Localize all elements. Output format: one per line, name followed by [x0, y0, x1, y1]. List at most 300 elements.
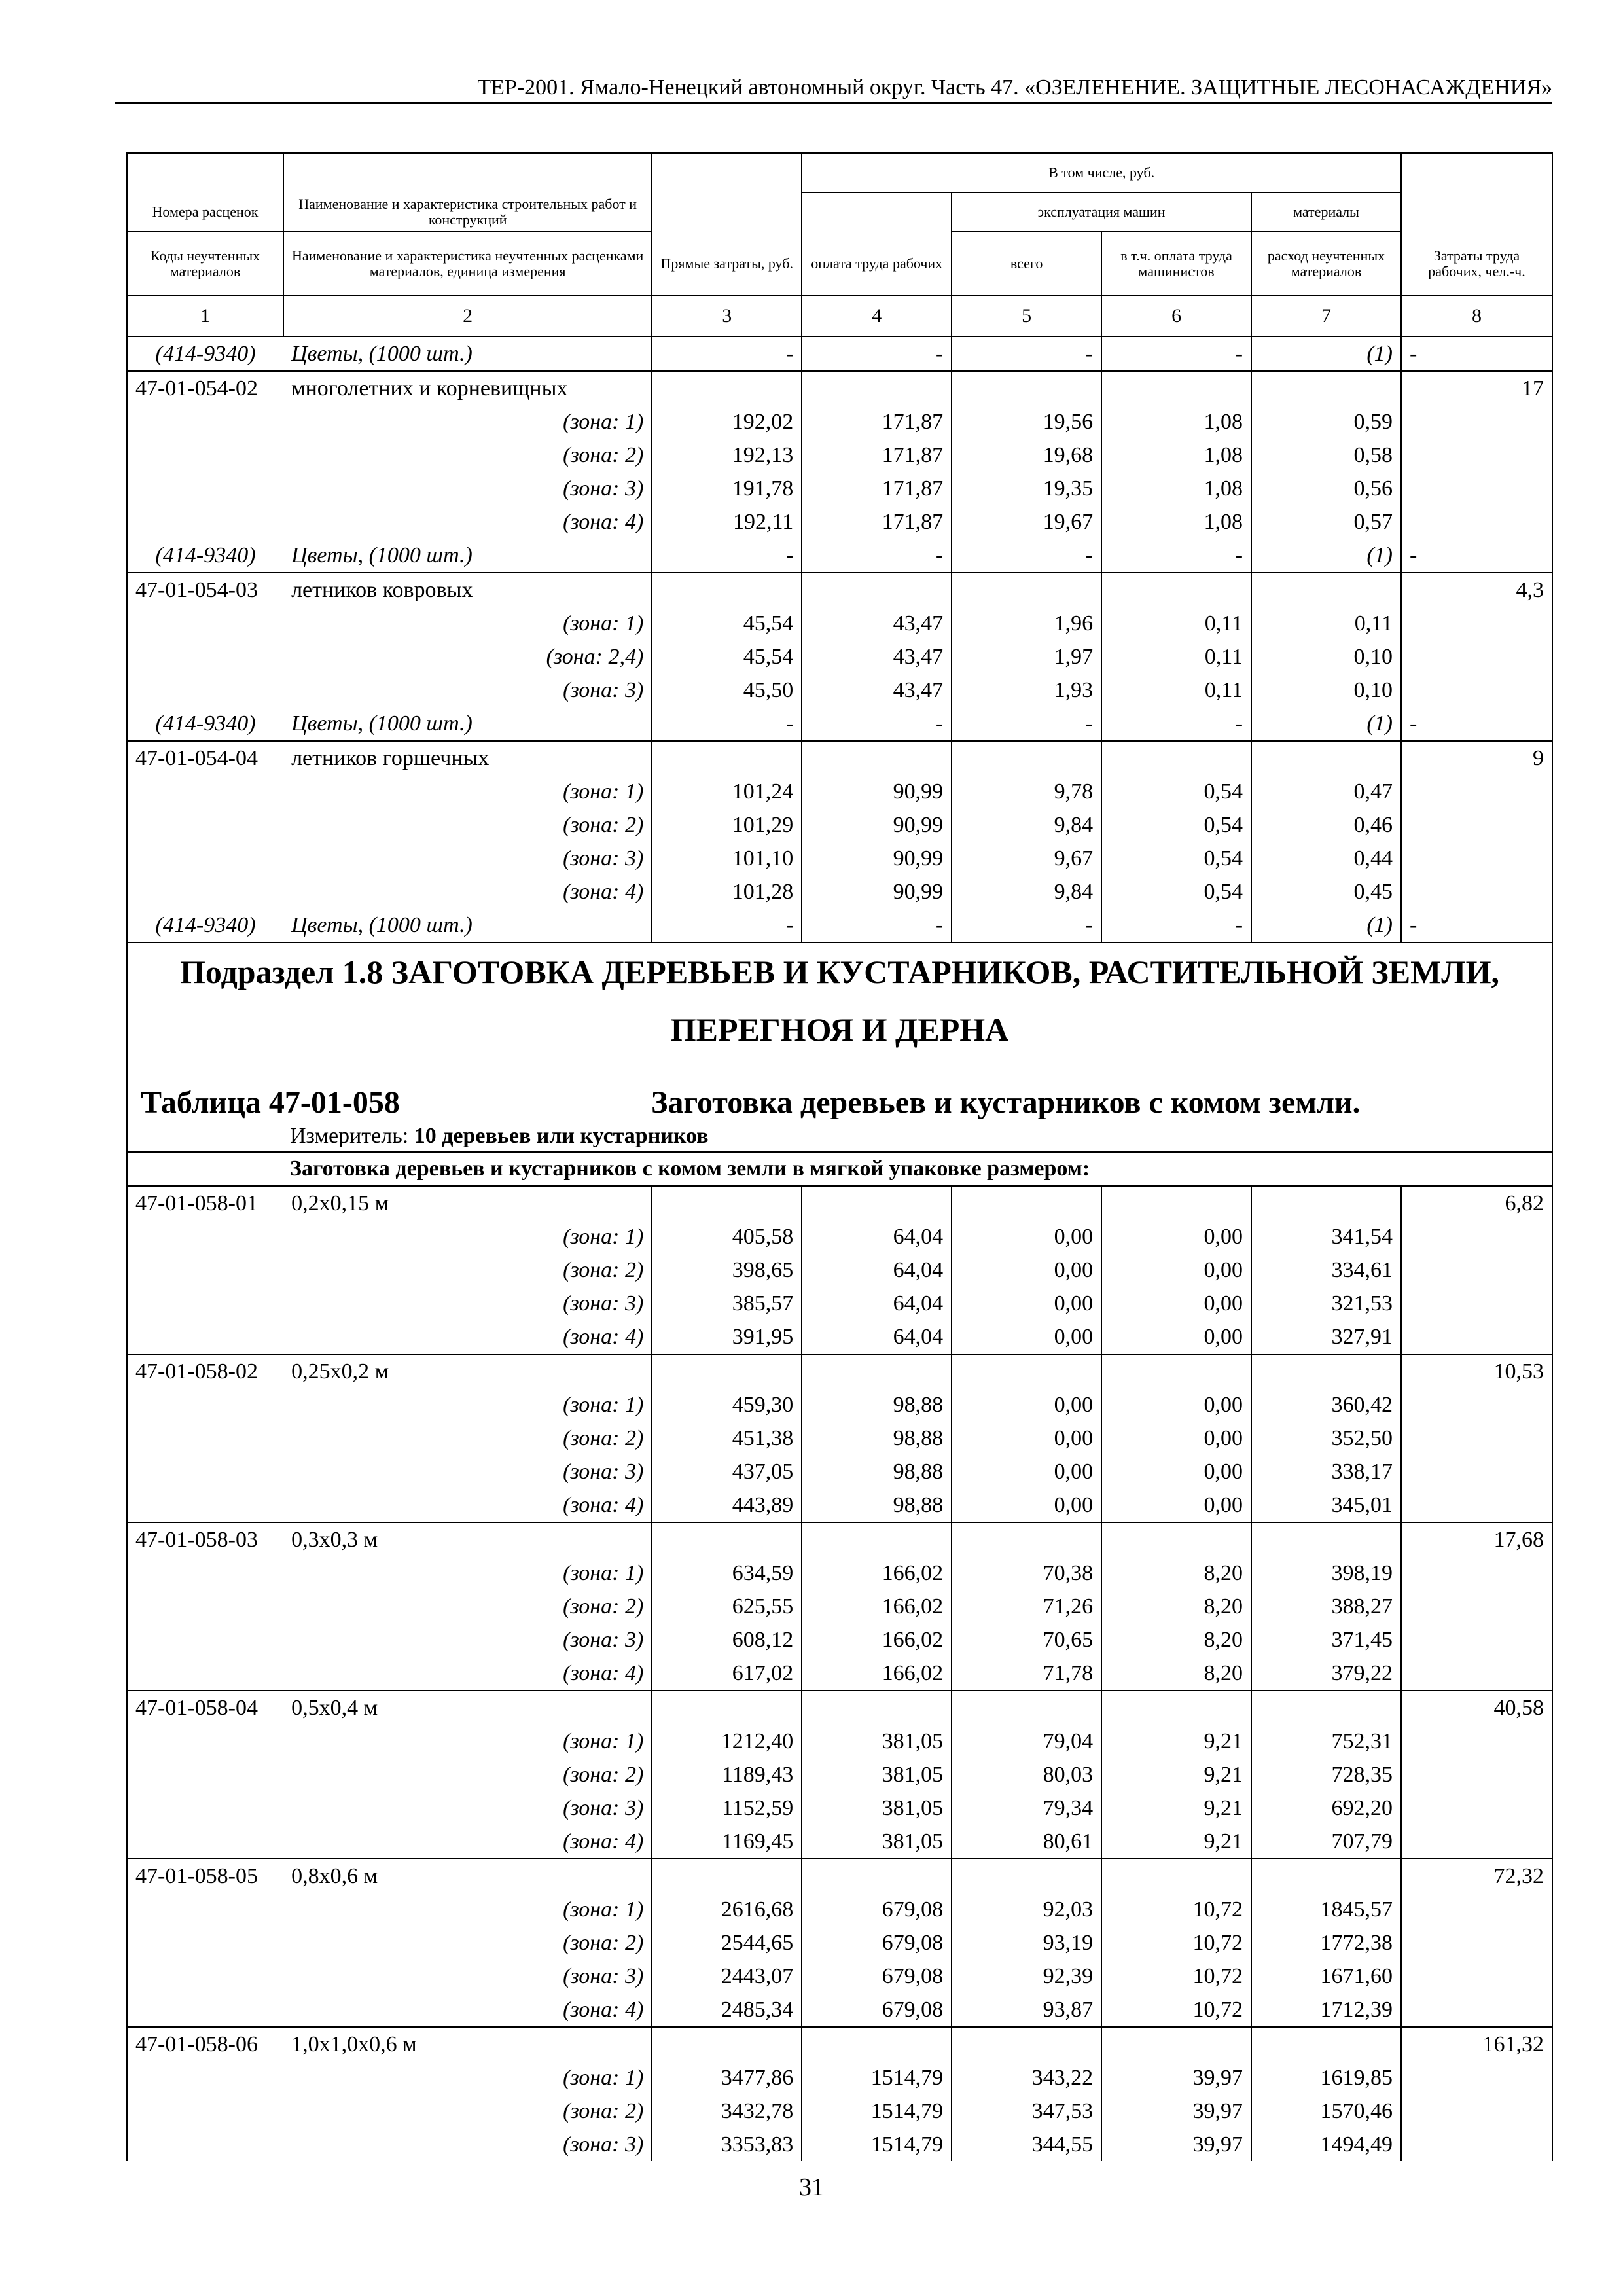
value-cell: 191,78 [652, 472, 802, 505]
table-title: Заготовка деревьев и кустарников с комом земли. [651, 1085, 1361, 1120]
value-cell: 0,00 [1101, 1422, 1251, 1455]
rate-name: летников ковровых [283, 573, 652, 607]
empty-cell [802, 1691, 952, 1725]
empty-cell [127, 1758, 283, 1791]
value-cell: 9,21 [1101, 1791, 1251, 1825]
value-cell: 0,59 [1251, 405, 1401, 439]
table-label: Таблица 47-01-058 [141, 1085, 400, 1120]
empty-cell [802, 1186, 952, 1220]
value-cell: 352,50 [1251, 1422, 1401, 1455]
rate-code: 47-01-058-06 [127, 2027, 283, 2061]
value-cell: 71,78 [952, 1657, 1101, 1691]
value-cell: 43,47 [802, 673, 952, 707]
empty-cell [127, 808, 283, 842]
value-cell: 0,45 [1251, 875, 1401, 908]
labor-cost: 17,68 [1401, 1522, 1552, 1556]
zone-label: (зона: 2) [563, 1594, 644, 1619]
empty-cell [1401, 1253, 1552, 1287]
empty-cell [1401, 1758, 1552, 1791]
rate-head-row [127, 371, 1552, 405]
material-dash: - [1401, 336, 1552, 371]
empty-cell [1401, 1455, 1552, 1488]
value-cell: 0,00 [1101, 1488, 1251, 1522]
value-cell: 9,84 [952, 875, 1101, 908]
value-cell: 443,89 [652, 1488, 802, 1522]
value-cell: 9,21 [1101, 1825, 1251, 1859]
value-cell: 728,35 [1251, 1758, 1401, 1791]
material-dash: - [1401, 539, 1552, 573]
rate-name: 0,25x0,2 м [283, 1354, 652, 1388]
zone-row [127, 1220, 1552, 1253]
empty-cell [127, 1791, 283, 1825]
empty-cell [952, 1691, 1101, 1725]
col-number: 5 [952, 296, 1101, 336]
material-qty: (1) [1251, 336, 1401, 371]
zone-row [127, 1623, 1552, 1657]
rate-name: 0,5x0,4 м [283, 1691, 652, 1725]
empty-cell [1401, 1220, 1552, 1253]
value-cell: 321,53 [1251, 1287, 1401, 1320]
zone-row [127, 439, 1552, 472]
value-cell: 9,84 [952, 808, 1101, 842]
value-cell: 90,99 [802, 808, 952, 842]
hdr-col2-top-spacer [283, 153, 652, 192]
material-dash: - [1401, 908, 1552, 942]
empty-cell [1101, 1691, 1251, 1725]
value-cell: 1712,39 [1251, 1993, 1401, 2027]
zone-row [127, 1455, 1552, 1488]
value-cell: 1514,79 [802, 2094, 952, 2128]
value-cell: 0,00 [952, 1220, 1101, 1253]
zone-label: (зона: 1) [563, 1561, 644, 1585]
value-cell: 45,54 [652, 640, 802, 673]
empty-cell [127, 1725, 283, 1758]
zone-row [127, 1556, 1552, 1590]
value-cell: 64,04 [802, 1220, 952, 1253]
value-cell: 39,97 [1101, 2094, 1251, 2128]
value-cell: 9,21 [1101, 1725, 1251, 1758]
value-cell: 679,08 [802, 1993, 952, 2027]
empty-cell [127, 1993, 283, 2027]
section-title-line2: ПЕРЕГНОЯ И ДЕРНА [127, 1001, 1552, 1058]
value-cell: 1514,79 [802, 2128, 952, 2161]
value-cell: 334,61 [1251, 1253, 1401, 1287]
value-cell: 39,97 [1101, 2061, 1251, 2094]
empty-cell [127, 1253, 283, 1287]
zone-label: (зона: 3) [563, 1796, 644, 1820]
empty-cell [952, 741, 1101, 775]
value-cell: 0,54 [1101, 842, 1251, 875]
zone-label: (зона: 2) [563, 1258, 644, 1282]
value-cell: 1,08 [1101, 505, 1251, 539]
value-cell: 398,65 [652, 1253, 802, 1287]
value-cell: 707,79 [1251, 1825, 1401, 1859]
value-cell: 64,04 [802, 1287, 952, 1320]
empty-cell [127, 1623, 283, 1657]
hdr-col8-mid [1401, 192, 1552, 232]
value-cell: 1,93 [952, 673, 1101, 707]
value-cell: 43,47 [802, 640, 952, 673]
empty-cell [1401, 1320, 1552, 1354]
value-cell: 93,87 [952, 1993, 1101, 2027]
empty-cell [127, 505, 283, 539]
material-dash: - [952, 908, 1101, 942]
value-cell: 0,00 [1101, 1220, 1251, 1253]
empty-cell [1401, 505, 1552, 539]
zone-label: (зона: 4) [563, 1493, 644, 1517]
zone-row [127, 1253, 1552, 1287]
material-code: (414-9340) [127, 336, 283, 371]
zone-row [127, 607, 1552, 640]
zone-label: (зона: 1) [563, 1729, 644, 1753]
empty-cell [802, 2027, 952, 2061]
value-cell: 2616,68 [652, 1893, 802, 1926]
material-name: Цветы, (1000 шт.) [283, 336, 652, 371]
labor-cost: 40,58 [1401, 1691, 1552, 1725]
zone-row [127, 2061, 1552, 2094]
empty-cell [1101, 741, 1251, 775]
table-title-row [127, 1085, 1552, 1121]
value-cell: 45,50 [652, 673, 802, 707]
material-dash: - [802, 908, 952, 942]
value-cell: 608,12 [652, 1623, 802, 1657]
empty-cell [127, 1926, 283, 1960]
empty-cell [1401, 1893, 1552, 1926]
value-cell: 379,22 [1251, 1657, 1401, 1691]
empty-cell [802, 1354, 952, 1388]
value-cell: 0,00 [952, 1488, 1101, 1522]
empty-cell [1101, 2027, 1251, 2061]
empty-cell [127, 1488, 283, 1522]
value-cell: 1845,57 [1251, 1893, 1401, 1926]
empty-cell [1401, 875, 1552, 908]
material-dash: - [1101, 908, 1251, 942]
material-name: Цветы, (1000 шт.) [291, 543, 473, 567]
zone-label: (зона: 1) [563, 780, 644, 804]
value-cell: 2485,34 [652, 1993, 802, 2027]
empty-cell [1401, 1725, 1552, 1758]
value-cell: 8,20 [1101, 1657, 1251, 1691]
value-cell: 92,03 [952, 1893, 1101, 1926]
value-cell: 1570,46 [1251, 2094, 1401, 2128]
value-cell: 171,87 [802, 439, 952, 472]
empty-cell [652, 1522, 802, 1556]
zone-label: (зона: 3) [563, 1964, 644, 1988]
rate-head-row [127, 1859, 1552, 1893]
value-cell: 171,87 [802, 472, 952, 505]
zone-label: (зона: 3) [563, 846, 644, 870]
empty-cell [1401, 640, 1552, 673]
value-cell: 0,44 [1251, 842, 1401, 875]
empty-cell [127, 1960, 283, 1993]
value-cell: 98,88 [802, 1422, 952, 1455]
hdr-col6: в т.ч. оплата труда машинистов [1101, 232, 1251, 296]
empty-cell [127, 673, 283, 707]
material-code: (414-9340) [127, 539, 283, 573]
empty-cell [127, 439, 283, 472]
value-cell: 679,08 [802, 1893, 952, 1926]
empty-cell [1251, 1186, 1401, 1220]
empty-cell [127, 775, 283, 808]
empty-cell [127, 1455, 283, 1488]
value-cell: 8,20 [1101, 1590, 1251, 1623]
value-cell: 71,26 [952, 1590, 1101, 1623]
material-dash: - [1401, 707, 1552, 741]
value-cell: 39,97 [1101, 2128, 1251, 2161]
zone-row [127, 1926, 1552, 1960]
empty-cell [127, 2061, 283, 2094]
labor-cost: 72,32 [1401, 1859, 1552, 1893]
hdr-col7: расход неучтенных материалов [1251, 232, 1401, 296]
empty-cell [127, 472, 283, 505]
rate-head-row [127, 741, 1552, 775]
empty-cell [1401, 405, 1552, 439]
value-cell: 1152,59 [652, 1791, 802, 1825]
empty-cell [1401, 1791, 1552, 1825]
empty-cell [1101, 1354, 1251, 1388]
value-cell: 1619,85 [1251, 2061, 1401, 2094]
empty-cell [1401, 673, 1552, 707]
material-dash: - [952, 336, 1101, 371]
empty-cell [1401, 439, 1552, 472]
empty-cell [952, 1354, 1101, 1388]
value-cell: 166,02 [802, 1556, 952, 1590]
value-cell: 381,05 [802, 1725, 952, 1758]
empty-cell [1401, 1388, 1552, 1422]
zone-row [127, 1725, 1552, 1758]
subheading: Заготовка деревьев и кустарников с комом земли в мягкой упаковке размером: [127, 1152, 1552, 1186]
zone-row [127, 875, 1552, 908]
rate-head-row [127, 1354, 1552, 1388]
zone-label: (зона: 2,4) [546, 645, 644, 669]
material-dash: - [1101, 707, 1251, 741]
material-dash: - [1101, 336, 1251, 371]
value-cell: 166,02 [802, 1623, 952, 1657]
empty-cell [127, 1893, 283, 1926]
hdr-col8-spacer [1401, 153, 1552, 192]
material-qty: (1) [1251, 908, 1401, 942]
value-cell: 0,00 [952, 1320, 1101, 1354]
zone-label: (зона: 4) [563, 880, 644, 904]
value-cell: 0,11 [1101, 607, 1251, 640]
value-cell: 0,10 [1251, 640, 1401, 673]
material-dash: - [802, 707, 952, 741]
zone-row [127, 1993, 1552, 2027]
value-cell: 1,08 [1101, 472, 1251, 505]
value-cell: 192,13 [652, 439, 802, 472]
labor-cost: 6,82 [1401, 1186, 1552, 1220]
value-cell: 43,47 [802, 607, 952, 640]
empty-cell [1101, 1859, 1251, 1893]
empty-cell [127, 1287, 283, 1320]
empty-cell [1401, 2094, 1552, 2128]
zone-row [127, 808, 1552, 842]
value-cell: 0,54 [1101, 775, 1251, 808]
empty-cell [652, 1354, 802, 1388]
value-cell: 0,00 [952, 1287, 1101, 1320]
rate-head-row [127, 573, 1552, 607]
value-cell: 381,05 [802, 1758, 952, 1791]
value-cell: 692,20 [1251, 1791, 1401, 1825]
hdr-col1-bottom: Коды неучтенных материалов [127, 232, 283, 296]
value-cell: 398,19 [1251, 1556, 1401, 1590]
value-cell: 70,65 [952, 1623, 1101, 1657]
empty-cell [1401, 1488, 1552, 1522]
empty-cell [1401, 1960, 1552, 1993]
zone-label: (зона: 1) [563, 1225, 644, 1249]
zone-label: (зона: 3) [563, 678, 644, 702]
material-code: (414-9340) [127, 908, 283, 942]
empty-cell [952, 1522, 1101, 1556]
material-dash: - [952, 539, 1101, 573]
hdr-col3-mid [652, 192, 802, 232]
value-cell: 0,00 [952, 1422, 1101, 1455]
empty-cell [802, 741, 952, 775]
empty-cell [652, 1691, 802, 1725]
labor-cost: 10,53 [1401, 1354, 1552, 1388]
value-cell: 1,96 [952, 607, 1101, 640]
empty-cell [127, 875, 283, 908]
hdr-materials: материалы [1251, 192, 1401, 232]
rate-name: многолетних и корневищных [283, 371, 652, 405]
value-cell: 0,57 [1251, 505, 1401, 539]
empty-cell [652, 1186, 802, 1220]
value-cell: 3353,83 [652, 2128, 802, 2161]
value-cell: 101,29 [652, 808, 802, 842]
value-cell: 80,61 [952, 1825, 1101, 1859]
value-cell: 0,11 [1251, 607, 1401, 640]
value-cell: 92,39 [952, 1960, 1101, 1993]
measure-cell [127, 1121, 1552, 1152]
zone-label: (зона: 4) [563, 1325, 644, 1349]
value-cell: 90,99 [802, 842, 952, 875]
zone-label: (зона: 1) [563, 1897, 644, 1922]
value-cell: 98,88 [802, 1455, 952, 1488]
section-title [127, 942, 1552, 1001]
empty-cell [802, 573, 952, 607]
value-cell: 0,58 [1251, 439, 1401, 472]
value-cell: 344,55 [952, 2128, 1101, 2161]
material-dash: - [652, 707, 802, 741]
value-cell: 9,21 [1101, 1758, 1251, 1791]
value-cell: 0,00 [952, 1455, 1101, 1488]
empty-cell [1401, 2128, 1552, 2161]
value-cell: 2544,65 [652, 1926, 802, 1960]
rate-code: 47-01-058-02 [127, 1354, 283, 1388]
zone-label: (зона: 3) [563, 1291, 644, 1316]
rate-code: 47-01-058-03 [127, 1522, 283, 1556]
value-cell: 345,01 [1251, 1488, 1401, 1522]
zone-label: (зона: 1) [563, 410, 644, 434]
material-row [127, 539, 1552, 573]
value-cell: 1772,38 [1251, 1926, 1401, 1960]
hdr-machines: эксплуатация машин [952, 192, 1251, 232]
empty-cell [652, 573, 802, 607]
material-dash: - [952, 707, 1101, 741]
zone-row [127, 1893, 1552, 1926]
value-cell: 679,08 [802, 1960, 952, 1993]
col-number: 6 [1101, 296, 1251, 336]
value-cell: 8,20 [1101, 1623, 1251, 1657]
zone-label: (зона: 4) [563, 1998, 644, 2022]
material-dash: - [652, 908, 802, 942]
hdr-col3-spacer [652, 153, 802, 192]
zone-row [127, 1825, 1552, 1859]
value-cell: 1169,45 [652, 1825, 802, 1859]
empty-cell [1251, 1691, 1401, 1725]
value-cell: 19,67 [952, 505, 1101, 539]
empty-cell [127, 2094, 283, 2128]
value-cell: 171,87 [802, 505, 952, 539]
empty-cell [1401, 808, 1552, 842]
value-cell: 192,11 [652, 505, 802, 539]
zone-row [127, 1287, 1552, 1320]
empty-cell [1101, 371, 1251, 405]
zone-label: (зона: 3) [563, 2132, 644, 2157]
value-cell: 338,17 [1251, 1455, 1401, 1488]
rates-table [126, 152, 1553, 2161]
value-cell: 90,99 [802, 875, 952, 908]
zone-label: (зона: 3) [563, 476, 644, 501]
zone-row [127, 2128, 1552, 2161]
spacer-cell [127, 1058, 1552, 1085]
empty-cell [1251, 371, 1401, 405]
rate-head-row [127, 2027, 1552, 2061]
value-cell: 347,53 [952, 2094, 1101, 2128]
zone-row [127, 405, 1552, 439]
rate-code: 47-01-058-05 [127, 1859, 283, 1893]
value-cell: 752,31 [1251, 1725, 1401, 1758]
material-dash: - [802, 539, 952, 573]
value-cell: 343,22 [952, 2061, 1101, 2094]
hdr-col3: Прямые затраты, руб. [652, 232, 802, 296]
zone-label: (зона: 2) [563, 443, 644, 467]
rate-code: 47-01-054-02 [127, 371, 283, 405]
rate-head-row [127, 1186, 1552, 1220]
value-cell: 171,87 [802, 405, 952, 439]
measure-label: Измеритель: [290, 1124, 414, 1148]
value-cell: 1514,79 [802, 2061, 952, 2094]
empty-cell [1251, 741, 1401, 775]
empty-cell [1401, 607, 1552, 640]
page-number: 31 [799, 2174, 824, 2201]
value-cell: 101,10 [652, 842, 802, 875]
page-header: ТЕР-2001. Ямало-Ненецкий автономный округ. Часть 47. «ОЗЕЛЕНЕНИЕ. ЗАЩИТНЫЕ ЛЕСОНАСАЖДЕНИЯ» [115, 73, 1552, 104]
empty-cell [127, 1388, 283, 1422]
value-cell: 625,55 [652, 1590, 802, 1623]
material-name: Цветы, (1000 шт.) [291, 913, 473, 937]
value-cell: 3477,86 [652, 2061, 802, 2094]
labor-cost: 161,32 [1401, 2027, 1552, 2061]
value-cell: 2443,07 [652, 1960, 802, 1993]
zone-row [127, 1320, 1552, 1354]
zone-row [127, 775, 1552, 808]
zone-label: (зона: 1) [563, 611, 644, 636]
hdr-group: В том числе, руб. [802, 153, 1401, 192]
value-cell: 1212,40 [652, 1725, 802, 1758]
rate-name: летников горшечных [283, 741, 652, 775]
zone-label: (зона: 4) [563, 1829, 644, 1854]
value-cell: 0,54 [1101, 875, 1251, 908]
value-cell: 80,03 [952, 1758, 1101, 1791]
zone-row [127, 1758, 1552, 1791]
empty-cell [1401, 1590, 1552, 1623]
empty-cell [652, 1859, 802, 1893]
zone-label: (зона: 2) [563, 2099, 644, 2123]
rate-name: 0,3x0,3 м [283, 1522, 652, 1556]
value-cell: 1,08 [1101, 405, 1251, 439]
value-cell: 19,35 [952, 472, 1101, 505]
